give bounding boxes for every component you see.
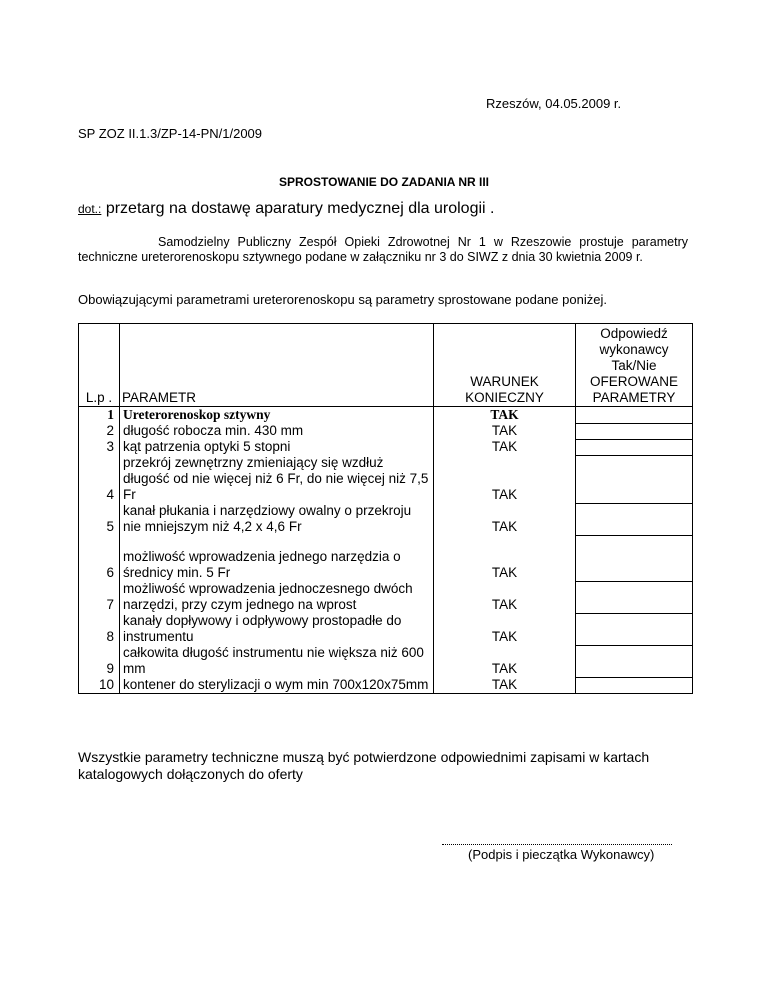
requirement-note: Wszystkie parametry techniczne muszą być potwierdzone odpowiednimi zapisami w kartach katalogowych dołączonych do oferty — [78, 749, 650, 782]
row-parameter: kanał płukania i narzędziowy owalny o przekroju nie mniejszym niż 4,2 x 4,6 Fr — [120, 503, 434, 535]
row-response-cell[interactable] — [576, 423, 693, 439]
table-row — [79, 613, 693, 645]
row-warunek: TAK — [434, 613, 576, 645]
row-warunek: TAK — [434, 455, 576, 503]
table-row — [79, 503, 693, 535]
subject-prefix: dot.: — [78, 202, 102, 216]
row-warunek: TAK — [434, 535, 576, 581]
header-odpowiedz: Odpowiedź wykonawcy Tak/Nie OFEROWANE PARAMETRY — [576, 324, 693, 407]
table-row — [79, 535, 693, 581]
row-lp: 6 — [79, 535, 120, 581]
row-lp: 4 — [79, 455, 120, 503]
row-parameter: kąt patrzenia optyki 5 stopni — [120, 439, 434, 455]
row-parameter: długość robocza min. 430 mm — [120, 423, 434, 439]
row-warunek: TAK — [434, 581, 576, 613]
signature-label: (Podpis i pieczątka Wykonawcy) — [468, 847, 655, 862]
row-warunek: TAK — [434, 439, 576, 455]
parameters-table — [78, 323, 693, 694]
row-warunek: TAK — [434, 645, 576, 677]
row-lp: 8 — [79, 613, 120, 645]
row-warunek: TAK — [434, 407, 576, 424]
document-title: SPROSTOWANIE DO ZADANIA NR III — [278, 175, 489, 189]
row-parameter: Ureterorenoskop sztywny — [120, 407, 434, 424]
table-row — [79, 439, 693, 455]
header-warunek: WARUNEK KONIECZNY — [434, 324, 576, 407]
row-response-cell[interactable] — [576, 503, 693, 535]
row-lp: 2 — [79, 423, 120, 439]
header-lp: L.p . — [79, 324, 120, 407]
row-warunek: TAK — [434, 423, 576, 439]
header-parametr: PARAMETR — [120, 324, 434, 407]
row-parameter: całkowita długość instrumentu nie większa niż 600 mm — [120, 645, 434, 677]
table-row — [79, 407, 693, 424]
row-parameter: możliwość wprowadzenia jednoczesnego dwóch narzędzi, przy czym jednego na wprost — [120, 581, 434, 613]
reference-number: SP ZOZ II.1.3/ZP-14-PN/1/2009 — [78, 126, 263, 141]
row-lp: 7 — [79, 581, 120, 613]
intro-paragraph — [78, 235, 688, 265]
row-parameter: przekrój zewnętrzny zmieniający się wzdłuż długość od nie więcej niż 6 Fr, do nie więcej niż 7,5 Fr — [120, 455, 434, 503]
row-response-cell[interactable] — [576, 613, 693, 645]
subject-line — [78, 200, 494, 218]
row-response-cell[interactable] — [576, 535, 693, 581]
row-lp: 1 — [79, 407, 120, 424]
row-parameter: możliwość wprowadzenia jednego narzędzia o średnicy min. 5 Fr — [120, 535, 434, 581]
document-date: Rzeszów, 04.05.2009 r. — [486, 96, 622, 111]
subject-text: przetarg na dostawę aparatury medycznej dla urologii . — [105, 200, 495, 217]
valid-parameters-note: Obowiązującymi parametrami ureterorenoskopu są parametry sprostowane podane poniżej. — [78, 292, 607, 307]
row-response-cell[interactable] — [576, 439, 693, 455]
signature-line — [442, 838, 672, 845]
row-response-cell[interactable] — [576, 645, 693, 677]
table-row — [79, 423, 693, 439]
row-lp: 3 — [79, 439, 120, 455]
row-lp: 5 — [79, 503, 120, 535]
table-row — [79, 581, 693, 613]
row-response-cell[interactable] — [576, 455, 693, 503]
table-row — [79, 645, 693, 677]
row-lp: 10 — [79, 677, 120, 694]
row-warunek: TAK — [434, 677, 576, 694]
row-warunek: TAK — [434, 503, 576, 535]
table-header-row — [79, 324, 693, 407]
row-response-cell[interactable] — [576, 407, 693, 424]
row-parameter: kontener do sterylizacji o wym min 700x120x75mm — [120, 677, 434, 694]
row-parameter: kanały dopływowy i odpływowy prostopadłe do instrumentu — [120, 613, 434, 645]
intro-text: Samodzielny Publiczny Zespół Opieki Zdrowotnej Nr 1 w Rzeszowie prostuje parametry techniczne ureterorenoskopu sztywnego podane w załączniku nr 3 do SIWZ z dnia 30 kwietnia 2009 r. — [78, 235, 688, 264]
row-response-cell[interactable] — [576, 677, 693, 694]
row-response-cell[interactable] — [576, 581, 693, 613]
table-row — [79, 677, 693, 694]
table-row — [79, 455, 693, 503]
row-lp: 9 — [79, 645, 120, 677]
